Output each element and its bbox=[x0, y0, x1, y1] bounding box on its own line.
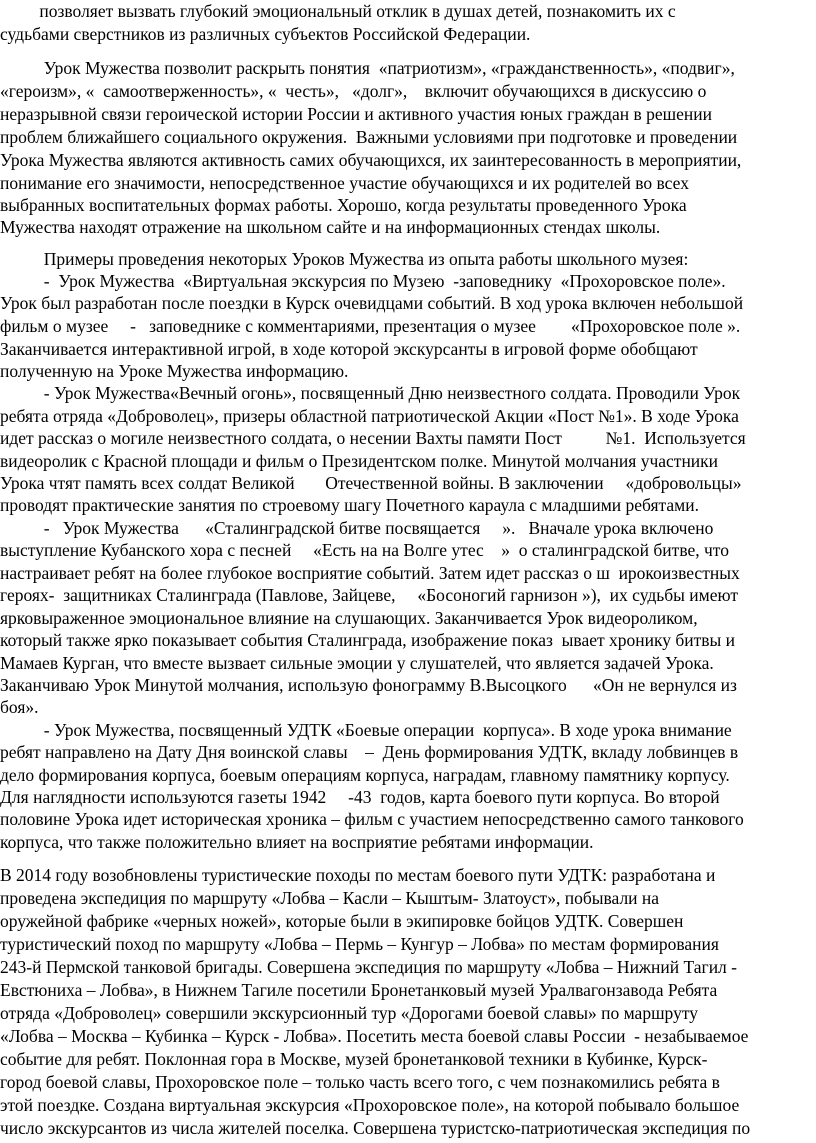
text-line: фильм о музее - заповеднике с комментариями, презентация о музее «Прохоровское поле ». bbox=[0, 316, 741, 336]
text-line: неразрывной связи героической истории России и активного участия юных граждан в решении bbox=[0, 104, 712, 124]
text-line: В 2014 году возобновлены туристические походы по местам боевого пути УДТК: разработана и bbox=[0, 865, 716, 885]
text-line: оружейной фабрике «черных ножей», которые были в экипировке бойцов УДТК. Совершен bbox=[0, 911, 684, 931]
text-line: идет рассказ о могиле неизвестного солдата, о несении Вахты памяти Пост №1. Используется bbox=[0, 428, 746, 448]
text-line: выступление Кубанского хора с песней «Есть на на Волге утес » о сталинградской битве, что bbox=[0, 540, 729, 560]
text-line: ярковыраженное эмоциональное влияние на слушающих. Заканчивается Урок видеороликом, bbox=[0, 608, 698, 628]
text-line: половине Урока идет историческая хроника – фильм с участием непосредственно самого танкового bbox=[0, 809, 744, 829]
text-line: этой поездке. Создана виртуальная экскурсия «Прохоровское поле», на которой побывало большое bbox=[0, 1095, 740, 1115]
text-line: ребят направлено на Дату Дня воинской славы – День формирования УДТК, вкладу лобвинцев в bbox=[0, 742, 739, 762]
text-line: корпуса, что также положительно влияет на восприятие ребятами информации. bbox=[0, 832, 594, 852]
text-line: героях- защитниках Сталинграда (Павлове, Зайцеве, «Босоногий гарнизон »), их судьбы имеют bbox=[0, 585, 738, 605]
text-line: Урок был разработан после поездки в Курск очевидцами событий. В ход урока включен небольшой bbox=[0, 293, 744, 313]
text-line: Урока Мужества являются активность самих обучающихся, их заинтересованность в мероприятии, bbox=[0, 150, 742, 170]
text-line: ребята отряда «Доброволец», призеры областной патриотической Акции «Пост №1». В ходе Урока bbox=[0, 406, 739, 426]
text-line: видеоролик с Красной площади и фильм о Президентском полке. Минутой молчания участники bbox=[0, 451, 719, 471]
text-line: Заканчиваю Урок Минутой молчания, использую фонограмму В.Высоцкого «Он не вернулся из bbox=[0, 675, 737, 695]
text-line: Примеры проведения некоторых Уроков Мужества из опыта работы школьного музея: bbox=[0, 249, 689, 269]
text-line: выбранных воспитательных формах работы. Хорошо, когда результаты проведенного Урока bbox=[0, 195, 687, 215]
text-line: понимание его значимости, непосредственное участие обучающихся и их родителей во всех bbox=[0, 173, 689, 193]
text-line: проблем ближайшего социального окружения. Важными условиями при подготовке и проведении bbox=[0, 127, 738, 147]
text-line: проведена экспедиция по маршруту «Лобва – Касли – Кыштым- Златоуст», побывали на bbox=[0, 888, 660, 908]
text-line: отряда «Доброволец» совершили экскурсионный тур «Дорогами боевой славы» по маршруту bbox=[0, 1003, 698, 1023]
text-line: Мужества находят отражение на школьном сайте и на информационных стендах школы. bbox=[0, 217, 661, 237]
text-line: - Урок Мужества, посвященный УДТК «Боевые операции корпуса». В ходе урока внимание bbox=[0, 720, 732, 740]
text-line: событие для ребят. Поклонная гора в Москве, музей бронетанковой техники в Кубинке, Курск- bbox=[0, 1049, 708, 1069]
text-line: Евстюниха – Лобва», в Нижнем Тагиле посетили Бронетанковый музей Уралвагонзавода Ребята bbox=[0, 980, 718, 1000]
text-line: боя». bbox=[0, 697, 39, 717]
text-line: полученную на Уроке Мужества информацию. bbox=[0, 361, 349, 381]
text-line: судьбами сверстников из различных субъектов Российской Федерации. bbox=[0, 24, 531, 44]
text-line: Для наглядности используются газеты 1942 -43 годов, карта боевого пути корпуса. Во второй bbox=[0, 787, 720, 807]
text-line: туристический поход по маршруту «Лобва – Пермь – Кунгур – Лобва» по местам формирования bbox=[0, 934, 719, 954]
text-line: «Лобва – Москва – Кубинка – Курск - Лобва». Посетить места боевой славы России - незабываемое bbox=[0, 1026, 749, 1046]
text-line: Урока чтят память всех солдат Великой Отечественной войны. В заключении «добровольцы» bbox=[0, 473, 742, 493]
text-line: - Урок Мужества «Виртуальная экскурсия по Музею -заповеднику «Прохоровское поле». bbox=[0, 271, 726, 291]
text-line: число экскурсантов из числа жителей поселка. Совершена туристско-патриотическая экспедиция по bbox=[0, 1118, 751, 1138]
text-line: дело формирования корпуса, боевым операциям корпуса, наградам, главному памятнику корпусу. bbox=[0, 765, 730, 785]
text-line: город боевой славы, Прохоровское поле – только часть всего того, с чем познакомились ребята в bbox=[0, 1072, 720, 1092]
text-line: Урок Мужества позволит раскрыть понятия «патриотизм», «гражданственность», «подвиг», bbox=[0, 58, 735, 78]
text-line: который также ярко показывает события Сталинграда, изображение показ ывает хронику битвы и bbox=[0, 630, 736, 650]
text-line: 243-й Пермской танковой бригады. Совершена экспедиция по маршруту «Лобва – Нижний Тагил - bbox=[0, 957, 737, 977]
text-line: - Урок Мужества «Сталинградской битве посвящается ». Вначале урока включено bbox=[0, 518, 714, 538]
text-line: Заканчивается интерактивной игрой, в ходе которой экскурсанты в игровой форме обобщают bbox=[0, 339, 698, 359]
text-line: «героизм», « самоотверженность», « честь», «долг», включит обучающихся в дискуссию о bbox=[0, 81, 707, 101]
text-line: проводят практические занятия по строевому шагу Почетного караула с младшими ребятами. bbox=[0, 495, 699, 515]
text-line: - Урок Мужества«Вечный огонь», посвященный Дню неизвестного солдата. Проводили Урок bbox=[0, 383, 741, 403]
text-line: Мамаев Курган, что вместе вызвает сильные эмоции у слушателей, что является задачей Урока. bbox=[0, 653, 714, 673]
text-line: настраивает ребят на более глубокое восприятие событий. Затем идет рассказ о ш ирокоизвестных bbox=[0, 563, 740, 583]
text-line: позволяет вызвать глубокий эмоциональный отклик в душах детей, познакомить их с bbox=[0, 1, 676, 21]
